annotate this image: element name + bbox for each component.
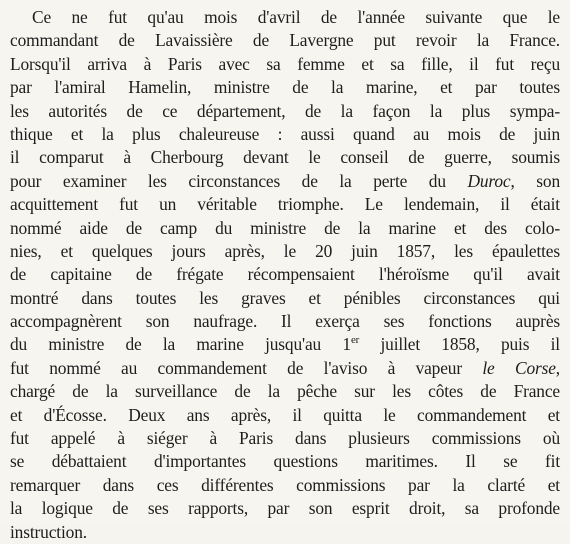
text-line: Ce ne fut qu'au mois d'avril de l'année suivante que le (32, 7, 560, 27)
line-text: , (555, 357, 560, 378)
text-line: accompagnèrent son naufrage. Il exerça ses fonctions auprès (10, 311, 560, 332)
ship-name-italic: le Corse (482, 357, 556, 378)
text-line: fut appelé à siéger à Paris dans plusieurs commissions où (10, 428, 560, 449)
text-line: de capitaine de frégate récompensaient l'héroïsme qu'il avait (10, 264, 560, 285)
text-line: se débattaient d'importantes questions maritimes. Il se fit (10, 451, 560, 472)
text-line (10, 170, 560, 193)
text-line: Lorsqu'il arriva à Paris avec sa femme et sa fille, il fut reçu (10, 53, 560, 74)
line-text: fut nommé au commandement de l'aviso à vapeur (10, 357, 462, 378)
line-text: du ministre de la marine jusqu'au 1 (10, 334, 351, 355)
text-line: instruction. (10, 521, 87, 542)
text-line: par l'amiral Hamelin, ministre de la marine, et par toutes (10, 77, 560, 98)
line-text: , son (510, 170, 560, 191)
text-line: nies, et quelques jours après, le 20 juin 1857, les épaulettes (10, 240, 560, 261)
text-line: remarquer dans ces différentes commissions par la clarté et (10, 474, 560, 495)
text-line: commandant de Lavaissière de Lavergne put revoir la France. (10, 30, 560, 51)
text-line: chargé de la surveillance de la pêche sur les côtes de France (10, 381, 560, 402)
text-line: nommé aide de camp du ministre de la marine et des colo- (10, 217, 560, 238)
text-line: il comparut à Cherbourg devant le conseil de guerre, soumis (10, 147, 560, 168)
text-line (10, 333, 560, 356)
text-line: les autorités de ce département, de la façon la plus sympa- (10, 100, 560, 121)
text-line: montré dans toutes les graves et pénibles circonstances qui (10, 287, 560, 308)
line-text: pour examiner les circonstances de la perte du (10, 170, 446, 191)
text-line (10, 357, 560, 380)
text-line: et d'Écosse. Deux ans après, il quitta le commandement et (10, 404, 560, 425)
body-paragraph (10, 6, 560, 544)
text-line: la logique de ses rapports, par son esprit droit, sa profonde (10, 498, 560, 519)
ship-name-italic: Duroc (467, 170, 511, 191)
line-text: juillet 1858, puis il (359, 334, 560, 355)
text-line: acquittement fut un véritable triomphe. Le lendemain, il était (10, 194, 560, 215)
text-line: thique et la plus chaleureuse : aussi quand au mois de juin (10, 123, 560, 144)
superscript: er (350, 334, 360, 347)
